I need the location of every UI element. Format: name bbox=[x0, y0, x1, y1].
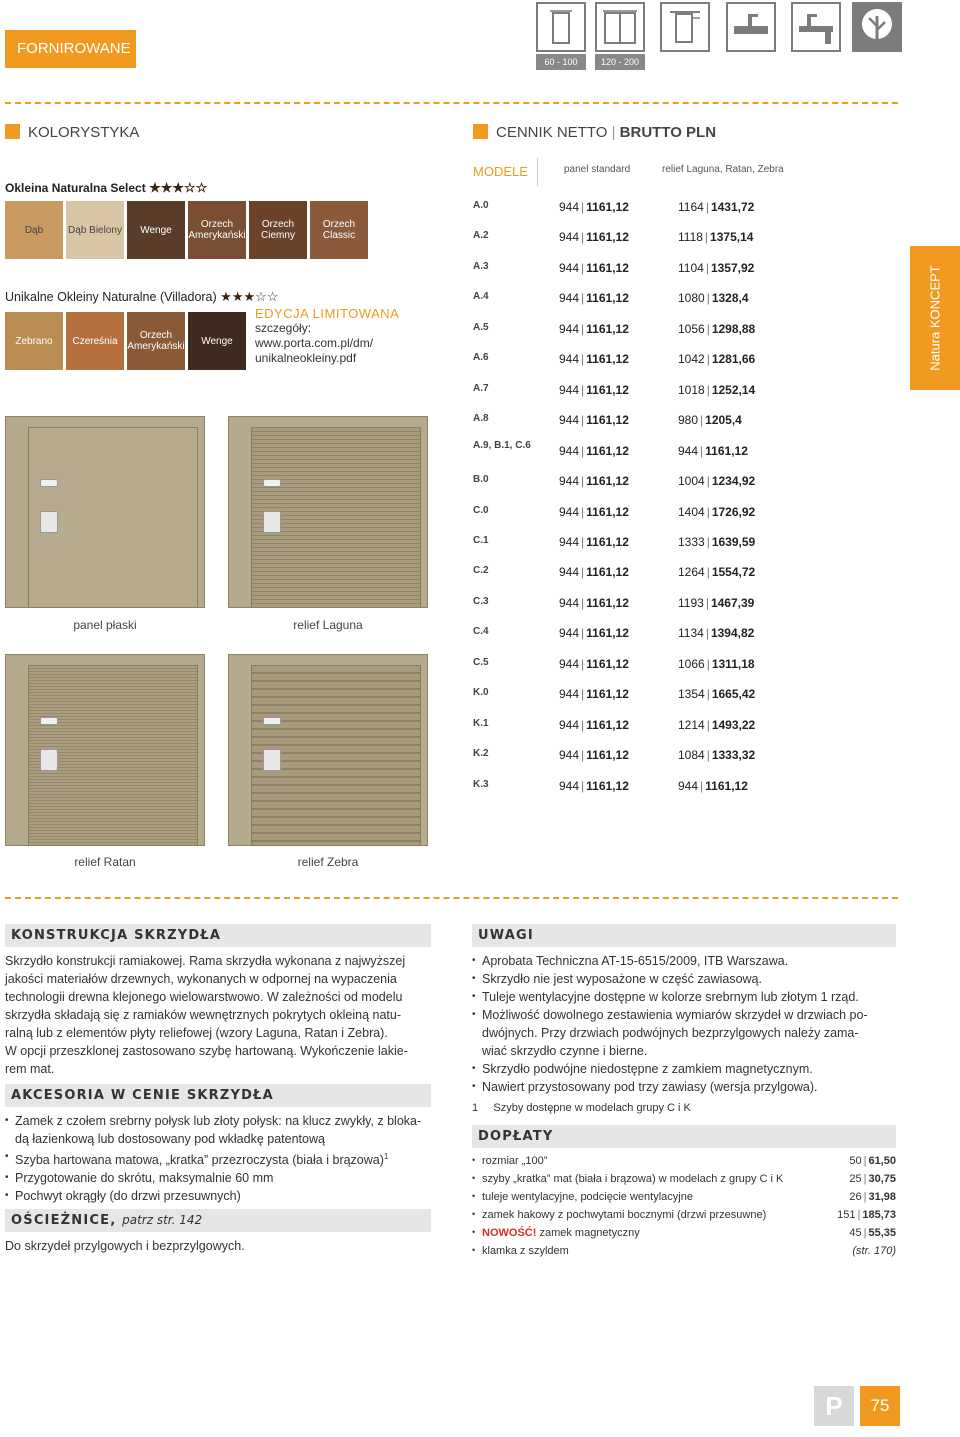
surcharge-row: • tuleje wentylacyjne, podcięcie wentylacyjne 26 | 31,98 bbox=[472, 1191, 896, 1203]
price-panel-standard: 944 | 1161,12 bbox=[559, 565, 629, 579]
door-image-panel-plaski bbox=[5, 416, 205, 608]
oscieznice-heading: OŚCIEŻNICE, patrz str. 142 bbox=[5, 1209, 431, 1232]
price-relief: 1084 | 1333,32 bbox=[678, 748, 756, 762]
page-number: 75 bbox=[860, 1386, 900, 1426]
price-row bbox=[473, 748, 793, 778]
model-code: C.0 bbox=[473, 505, 489, 516]
price-row bbox=[473, 596, 793, 626]
price-panel-standard: 944 | 1161,12 bbox=[559, 657, 629, 671]
price-panel-standard: 944 | 1161,12 bbox=[559, 383, 629, 397]
door-caption: relief Ratan bbox=[74, 855, 136, 869]
akcesoria-heading: AKCESORIA W CENIE SKRZYDŁA bbox=[5, 1084, 431, 1107]
surcharge-row: • rozmiar „100” 50 | 61,50 bbox=[472, 1155, 896, 1167]
door-image-relief-zebra bbox=[228, 654, 428, 846]
price-relief: 1134 | 1394,82 bbox=[678, 626, 755, 640]
price-relief: 1118 | 1375,14 bbox=[678, 230, 754, 244]
price-panel-standard: 944 | 1161,12 bbox=[559, 413, 629, 427]
uwagi-list bbox=[472, 952, 902, 1096]
rating-stars-icon: ★★★☆☆ bbox=[220, 289, 279, 304]
price-relief: 1164 | 1431,72 bbox=[678, 200, 755, 214]
double-door-icon bbox=[595, 2, 645, 52]
konstrukcja-text: Skrzydło konstrukcji ramiakowej. Rama skrzydła wykonana z najwyższej jakości materiałów drzewnych, wykonanych w odpornej na wypaczenia technologii drewna klejonego wielowarstwowo. W zależności od modelu skrzydła składają się z ramiaków wewnętrznych pokrytych okleiną natu- ralną lub z elementów płyty reliefowej (wzory Laguna, Ratan i Zebra). W opcji przeszklonej zastosowano szybę hartowaną. Wykończenie lakie- rem mat. bbox=[5, 954, 408, 1076]
akcesoria-list bbox=[5, 1112, 435, 1205]
price-row bbox=[473, 200, 793, 230]
price-panel-standard: 944 | 1161,12 bbox=[559, 474, 629, 488]
tree-icon bbox=[852, 2, 902, 52]
uwagi-footnote: 1 Szyby dostępne w modelach grupy C i K bbox=[472, 1102, 691, 1114]
price-row bbox=[473, 322, 793, 352]
price-panel-standard: 944 | 1161,12 bbox=[559, 779, 629, 793]
list-item: • Tuleje wentylacyjne dostępne w kolorze srebrnym lub złotym 1 rząd. bbox=[472, 988, 902, 1006]
door-caption: relief Zebra bbox=[297, 855, 359, 869]
list-item: • Skrzydło nie jest wyposażone w część zawiasową. bbox=[472, 970, 902, 988]
price-row bbox=[473, 291, 793, 321]
price-relief: 944 | 1161,12 bbox=[678, 444, 748, 458]
surcharge-row: • zamek hakowy z pochwytami bocznymi (drzwi przesuwne) 151 | 185,73 bbox=[472, 1209, 896, 1221]
list-item: • Nawiert przystosowany pod trzy zawiasy (wersja przylgowa). bbox=[472, 1078, 902, 1096]
swatch-orzech-amerykanski[interactable]: Orzech Amerykański bbox=[188, 201, 246, 259]
price-row bbox=[473, 413, 793, 443]
list-item: • Zamek z czołem srebrny połysk lub złoty połysk: na klucz zwykły, z bloka- dą łazienkową lub dostosowany pod wkładkę patentową bbox=[5, 1112, 435, 1148]
collection-tab: Natura KONCEPT bbox=[910, 246, 960, 390]
door-image-relief-laguna bbox=[228, 416, 428, 608]
bathroom-sink-icon bbox=[726, 2, 776, 52]
single-door-icon bbox=[536, 2, 586, 52]
price-row bbox=[473, 474, 793, 504]
surcharge-row: • klamka z szyldem (str. 170) bbox=[472, 1245, 896, 1257]
price-relief: 1056 | 1298,88 bbox=[678, 322, 756, 336]
model-code: C.2 bbox=[473, 565, 489, 576]
door-image-relief-ratan bbox=[5, 654, 205, 846]
swatch-dab[interactable]: Dąb bbox=[5, 201, 63, 259]
model-code: K.0 bbox=[473, 687, 489, 698]
door-caption: relief Laguna bbox=[293, 618, 363, 632]
price-panel-standard: 944 | 1161,12 bbox=[559, 200, 629, 214]
model-code: A.6 bbox=[473, 352, 489, 363]
price-panel-standard: 944 | 1161,12 bbox=[559, 748, 629, 762]
kolorystyka-heading: KOLORYSTYKA bbox=[5, 124, 139, 141]
model-code: A.7 bbox=[473, 383, 489, 394]
list-item: • Pochwyt okrągły (do drzwi przesuwnych) bbox=[5, 1187, 435, 1205]
porta-logo-icon: P bbox=[814, 1386, 854, 1426]
price-row bbox=[473, 779, 793, 809]
price-relief: 1066 | 1311,18 bbox=[678, 657, 755, 671]
model-code: A.8 bbox=[473, 413, 489, 424]
price-panel-standard: 944 | 1161,12 bbox=[559, 718, 629, 732]
price-panel-standard: 944 | 1161,12 bbox=[559, 626, 629, 640]
swatch-orzech-classic[interactable]: Orzech Classic bbox=[310, 201, 368, 259]
price-relief: 1333 | 1639,59 bbox=[678, 535, 756, 549]
divider bbox=[5, 897, 898, 899]
price-row bbox=[473, 261, 793, 291]
surcharge-row: • NOWOŚĆ! zamek magnetyczny 45 | 55,35 bbox=[472, 1227, 896, 1239]
swatch-wenge-villadora[interactable]: Wenge bbox=[188, 312, 246, 370]
price-relief: 1080 | 1328,4 bbox=[678, 291, 749, 305]
price-panel-standard: 944 | 1161,12 bbox=[559, 444, 629, 458]
model-code: A.9, B.1, C.6 bbox=[473, 440, 531, 451]
price-panel-standard: 944 | 1161,12 bbox=[559, 687, 629, 701]
price-row bbox=[473, 565, 793, 595]
swatch-orzech-ciemny[interactable]: Orzech Ciemny bbox=[249, 201, 307, 259]
price-row bbox=[473, 230, 793, 260]
price-row bbox=[473, 657, 793, 687]
list-item: • Możliwość dowolnego zestawienia wymiarów skrzydeł w drzwiach po- dwójnych. Przy drzwiach podwójnych bezprzylgowych należy zama- wiać skrzydło czynne i bierne. bbox=[472, 1006, 902, 1060]
price-row bbox=[473, 535, 793, 565]
price-panel-standard: 944 | 1161,12 bbox=[559, 352, 629, 366]
swatch-dab-bielony[interactable]: Dąb Bielony bbox=[66, 201, 124, 259]
price-panel-standard: 944 | 1161,12 bbox=[559, 596, 629, 610]
select-swatches bbox=[5, 201, 368, 259]
price-relief: 1018 | 1252,14 bbox=[678, 383, 756, 397]
unique-title: Unikalne Okleiny Naturalne (Villadora) ★★★☆☆ bbox=[5, 289, 279, 304]
list-item: • Szyba hartowana matowa, „kratka” przezroczysta (biała i brązowa)$^1$ bbox=[5, 1148, 435, 1169]
price-panel-standard: 944 | 1161,12 bbox=[559, 291, 629, 305]
model-code: K.2 bbox=[473, 748, 489, 759]
price-relief: 1193 | 1467,39 bbox=[678, 596, 755, 610]
select-title: Okleina Naturalna Select ★★★☆☆ bbox=[5, 180, 208, 195]
price-row bbox=[473, 626, 793, 656]
model-code: A.4 bbox=[473, 291, 489, 302]
price-panel-standard: 944 | 1161,12 bbox=[559, 505, 629, 519]
kitchen-sink-icon bbox=[791, 2, 841, 52]
list-item: • Aprobata Techniczna AT-15-6515/2009, ITB Warszawa. bbox=[472, 952, 902, 970]
swatch-orzech-amerykanski-villadora[interactable]: Orzech Amerykański bbox=[127, 312, 185, 370]
price-relief: 1404 | 1726,92 bbox=[678, 505, 756, 519]
limited-link[interactable]: www.porta.com.pl/dm/ bbox=[255, 336, 374, 350]
price-row bbox=[473, 687, 793, 717]
cennik-heading: CENNIK NETTO | BRUTTO PLN bbox=[473, 124, 716, 141]
rating-stars-icon: ★★★☆☆ bbox=[149, 180, 208, 195]
price-relief: 1004 | 1234,92 bbox=[678, 474, 756, 488]
model-code: A.3 bbox=[473, 261, 489, 272]
model-code: C.1 bbox=[473, 535, 489, 546]
model-code: C.5 bbox=[473, 657, 489, 668]
price-relief: 980 | 1205,4 bbox=[678, 413, 742, 427]
price-row bbox=[473, 352, 793, 382]
model-code: A.0 bbox=[473, 200, 489, 211]
sliding-door-icon bbox=[660, 2, 710, 52]
swatch-czeresnia[interactable]: Czereśnia bbox=[66, 312, 124, 370]
list-item: • Skrzydło podwójne niedostępne z zamkiem magnetycznym. bbox=[472, 1060, 902, 1078]
list-item: • Przygotowanie do skrótu, maksymalnie 60 mm bbox=[5, 1169, 435, 1187]
price-relief: 1354 | 1665,42 bbox=[678, 687, 756, 701]
konstrukcja-heading: KONSTRUKCJA SKRZYDŁA bbox=[5, 924, 431, 947]
limited-edition: EDYCJA LIMITOWANA szczegóły: www.porta.com.pl/dm/ unikalneokleiny.pdf bbox=[255, 306, 400, 365]
price-relief: 1214 | 1493,22 bbox=[678, 718, 756, 732]
price-relief: 1264 | 1554,72 bbox=[678, 565, 756, 579]
model-code: B.0 bbox=[473, 474, 489, 485]
width-range-single: 60 - 100 bbox=[536, 54, 586, 70]
price-row bbox=[473, 718, 793, 748]
model-code: C.3 bbox=[473, 596, 489, 607]
width-range-double: 120 - 200 bbox=[595, 54, 645, 70]
model-code: K.3 bbox=[473, 779, 489, 790]
uwagi-heading: UWAGI bbox=[472, 924, 896, 947]
price-panel-standard: 944 | 1161,12 bbox=[559, 230, 629, 244]
price-relief: 1042 | 1281,66 bbox=[678, 352, 756, 366]
doplaty-heading: DOPŁATY bbox=[472, 1125, 896, 1148]
swatch-wenge[interactable]: Wenge bbox=[127, 201, 185, 259]
model-code: A.5 bbox=[473, 322, 489, 333]
price-panel-standard: 944 | 1161,12 bbox=[559, 535, 629, 549]
surcharge-row: • szyby „kratka” mat (biała i brązowa) w modelach z grupy C i K 25 | 30,75 bbox=[472, 1173, 896, 1185]
oscieznice-text: Do skrzydeł przylgowych i bezprzylgowych. bbox=[5, 1239, 245, 1253]
model-code: K.1 bbox=[473, 718, 489, 729]
swatch-zebrano[interactable]: Zebrano bbox=[5, 312, 63, 370]
price-relief: 1104 | 1357,92 bbox=[678, 261, 755, 275]
price-row bbox=[473, 505, 793, 535]
price-row bbox=[473, 383, 793, 413]
unique-swatches bbox=[5, 312, 246, 370]
price-panel-standard: 944 | 1161,12 bbox=[559, 261, 629, 275]
door-caption: panel płaski bbox=[73, 618, 137, 632]
price-relief: 944 | 1161,12 bbox=[678, 779, 748, 793]
model-code: A.2 bbox=[473, 230, 489, 241]
category-tag: FORNIROWANE bbox=[5, 30, 136, 68]
price-panel-standard: 944 | 1161,12 bbox=[559, 322, 629, 336]
price-row bbox=[473, 440, 793, 474]
divider bbox=[5, 102, 898, 104]
model-code: C.4 bbox=[473, 626, 489, 637]
